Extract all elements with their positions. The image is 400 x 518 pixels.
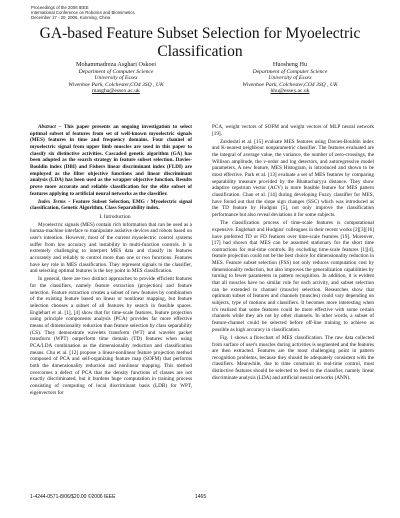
title-line-2: Classification (157, 43, 243, 60)
isbn-footer: 1-4244-0571-8/06/$20.00 ©2006 IEEE (30, 494, 116, 500)
body-paragraph: PCA, weight vectors of SOFM and weight vectors of MLP neural network [19]. (212, 124, 374, 137)
author-address: Wivenhoe Park, Colchester,CO4 3SQ , UK (242, 81, 338, 88)
author-address: Wivenhoe Park, Colchester,CO4 3SQ , UK (68, 81, 164, 88)
index-terms-label: Index Terms (38, 198, 66, 205)
author-university: University of Essex (268, 75, 312, 82)
body-paragraph: Zardoshti et al. [15] evaluate MES features using Davies-Bouldin index and K-nearest neighbour nonparametric classifier. The features evaluated are the integral of average value, the variance, the number of zero-crossings, the Willison amplitude, the v-order and log detectors, and autoregressive model parameters. A new feature, MES Histogram, is introduced and shown to be most effective. Park et al. [13] evaluate a set of MES features by comparing separability measure provided by the Bhattacharyya distance. They show adaptive cepstrum vector (ACV) is more feasible feature for MES pattern classification. Chan et al. [14] during developing Fuzzy classifier for MES, have found out that the slope sign changes (SSC) which was introduced as the TD feature by Hudgins [5], not only improve the classification performance but also reveal deviations it for some subjects. (212, 138, 374, 219)
index-terms-text: – Feature Subset Selection, EMG / Myoelectric signal classification, Genetic Algorithm, Class Separability index. (30, 198, 192, 212)
left-column (30, 124, 192, 398)
abstract-text: – This paper presents an ongoing investigation to select optimal subset of features from set of well-known myoelectric signals (MES) features in time and frequency domains. Four channel of myoelectric signal from upper limb muscles are used in this paper to classify six distinctive activities. Cascaded genetic algorithm (GA) has been adopted as the search strategy in feature subset selection. Davies-Bouldin index (DBI) and Fishers linear discriminant index (FLDI) are employed as the filter objective functions and linear discriminant analysis (LDA) has been used as the wrapper objective function. Results prove more accurate and reliable classification for the elite subset of features applying to artificial neural networks as the classifier. (30, 124, 192, 197)
author-email[interactable]: masgha@essex.ac.uk (92, 88, 140, 95)
abstract (30, 124, 192, 197)
body-paragraph: Myoelectric signals (MES) contain rich information that can be used as a human-machine interface to manipulate assistive devices and robots based on user's intention. However, most of the current myoelectric control systems suffer from low accuracy and instability in multi-function controls. It is extremely challenging to interpret MES data and classify its features accurately and reliably to control more than one or two functions. Features have key role in MES classification. They represent signals to the classifier, and selecting optimal features is the key point in MES classification. (30, 221, 192, 275)
author-dept: Department of Computer Science (78, 68, 154, 75)
author-block-2 (210, 62, 370, 95)
author-university: University of Essex (94, 75, 138, 82)
author-block-1 (36, 62, 196, 95)
author-name: Huosheng Hu (272, 61, 308, 68)
header-line-3: December 17 - 20, 2006, Kunming, China (31, 15, 111, 21)
author-dept: Department of Computer Science (252, 68, 328, 75)
body-paragraph: The classification process of time-scale features is computational expensive. Englehart and Hudgins' colleagues in their recent works [2][3][16] have preferred TD or FD features over time-scale features [19]. Moreover, [17] had shown that MES can be assumed stationary for the short time contractions for real-time controls. By excluding time-scale features [1][4], feature projection could not be the best choice for dimensionality reduction in MES. Feature subset selection (FSS) not only reduces computation cost by dimensionality reduction, but also improves the generalization capabilities by turning to fewer parameters in pattern recognition. In addition, it is evident that all muscles have no similar role for each activity, and subset selection can be extended to channel (muscle) selection. Researches show that optimum subset of features and channels (muscles) could vary depending on subjects, type of motions and classifiers. It becomes more interesting when it's realized that some features could be more effective with some certain channels while they are not by other channels. In other words, a subset of feature-channel could be selected before off-line training to achieve as possible as high accuracy in classification. (212, 220, 374, 333)
abstract-label: Abstract (38, 124, 56, 130)
body-paragraph: In general, there are two distinct approaches to provide efficient features for the classifiers, namely feature extraction (projection) and feature selection. Feature extraction creates a subset of new features by combination of the existing feature based on linear or nonlinear mapping, but feature selection chooses a subset of all features by search in feasible spaces. Englehart et al. [1], [4] show that for time-scale features, feature projection using principle components analysis (PCA) provides far more effective means of dimensionality reduction than feature selection by class separability (CS). They demonstrate wavelets transform (WT) and wavelet packet transform (WPT) outperform time domain (TD) features when using PCA/LDA combination as the dimensionality reduction and classification means. Chu et al. [12] propose a linear-nonlinear feature projection method composed of PCA and self-organizing feature map (SOFM) that performs both the dimensionality reduction and nonlinear mapping. This method overcomes a defect of PCA that the density functions of classes are not exactly discriminated, but it burdens huge computation in training process consisting of computing of local discriminant basis (LDB) for WPT, eigenvectors for (30, 276, 192, 396)
section-heading: I. Introduction (99, 213, 131, 220)
page-number: 1465 (195, 494, 207, 500)
author-name: Mohammadreza Asghari Oskoei (75, 61, 157, 68)
right-column (212, 124, 374, 383)
author-email[interactable]: hhu@essex.ac.uk (270, 88, 310, 95)
header-line-2: International Conference on Robotics and Biomimetics (31, 10, 135, 16)
title-line-1: GA-based Feature Subset Selection for Myoelectric (39, 25, 361, 42)
body-paragraph: Fig. 1 shows a flowchart of MES classification. The raw data collected from surface of user's muscles during activities is segmented and the features are then extracted. Features are the most challenging point in pattern recognition problems, because they should be adequately consistent with the classifiers. Meanwhile, due to time constraint in real-time control, most distinctive features should be selected to feed to the classifier, namely linear discriminate analysis (LDA) and artificial neural networks (ANN). (212, 334, 374, 381)
paper-title (30, 25, 370, 61)
proceedings-header (31, 5, 135, 21)
index-terms (30, 199, 192, 212)
header-line-1: Proceedings of the 2006 IEEE (31, 5, 89, 10)
